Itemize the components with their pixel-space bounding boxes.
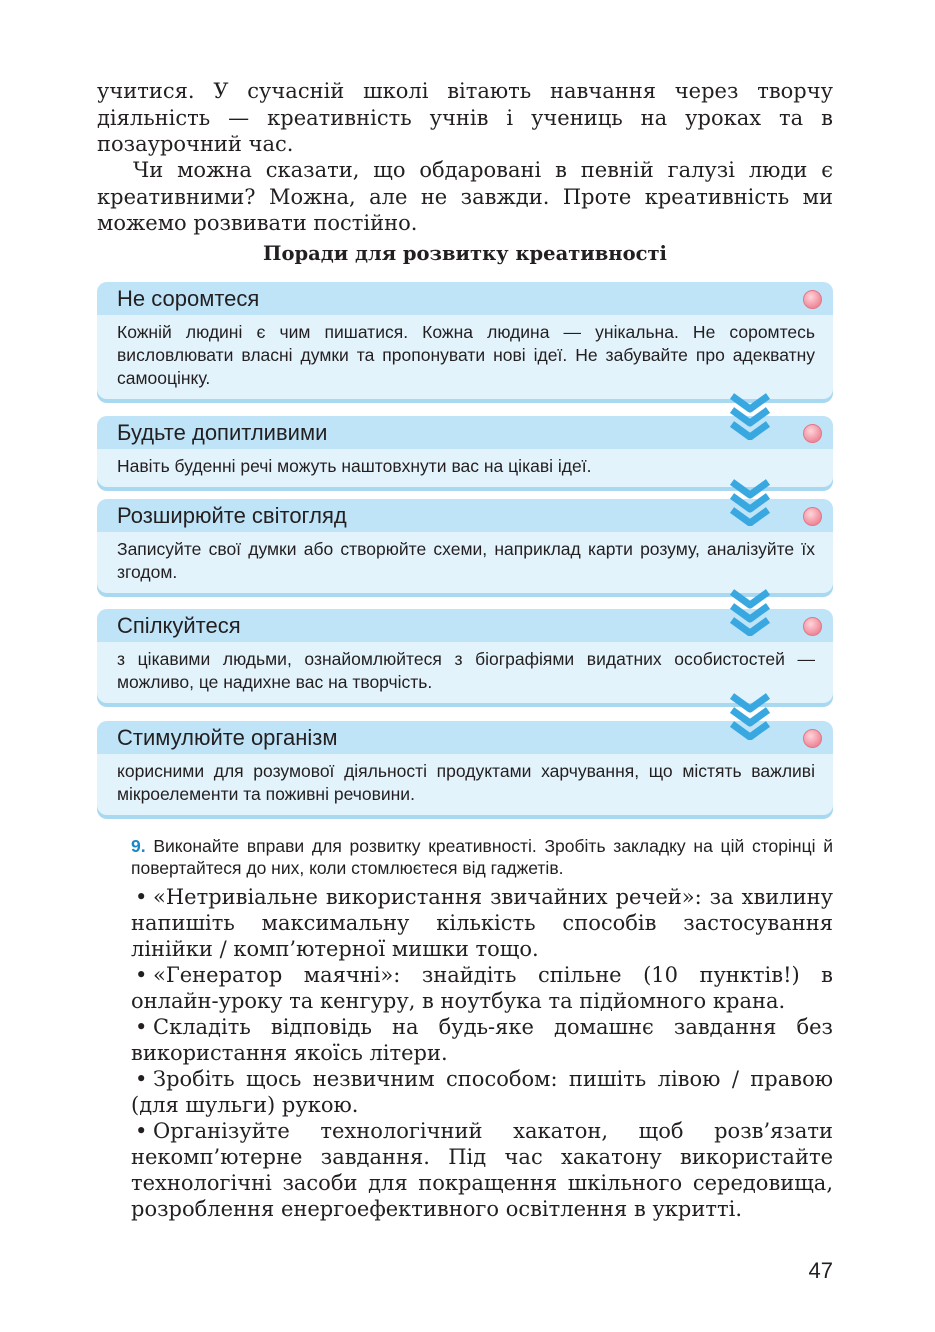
tip-card-text: Кожній людині є чим пишатися. Кожна людина — унікальна. Не соромтесь висловлювати власні думки та пропонувати нові ідеї. Не забувайте про адекватну самооцінку. <box>117 322 815 388</box>
tip-card-header <box>97 282 833 315</box>
tip-card-3 <box>97 499 833 593</box>
tip-card-header <box>97 609 833 642</box>
tip-card-title: Не соромтеся <box>117 286 260 311</box>
bullet-marker: • <box>135 963 148 987</box>
tip-card-title: Будьте допитливими <box>117 420 328 445</box>
list-item <box>131 962 833 1014</box>
tip-card-4 <box>97 609 833 703</box>
pink-dot-icon <box>803 507 822 526</box>
double-chevron-down-icon <box>726 476 774 526</box>
tip-card-1 <box>97 282 833 399</box>
tip-card-header <box>97 721 833 754</box>
tip-card-title: Розширюйте світогляд <box>117 503 347 528</box>
list-item-text: Зробіть щось незвичним способом: пишіть лівою / правою (для шульги) рукою. <box>131 1067 833 1117</box>
page-number: 47 <box>808 1258 833 1283</box>
pink-dot-icon <box>803 617 822 636</box>
tips-title: Поради для розвитку креативності <box>263 242 667 265</box>
list-item <box>131 1066 833 1118</box>
pink-dot-icon <box>803 729 822 748</box>
tip-card-header <box>97 499 833 532</box>
exercise-text: Виконайте вправи для розвитку креативності. Зробіть закладку на цій сторінці й повертайтеся до них, коли стомлюєтеся від гаджетів. <box>131 836 833 878</box>
list-item <box>131 884 833 962</box>
tip-card-title: Спілкуйтеся <box>117 613 241 638</box>
pink-dot-icon <box>803 424 822 443</box>
bullet-marker: • <box>135 1015 148 1039</box>
exercise-number: 9. <box>131 836 146 856</box>
tip-card-text: з цікавими людьми, ознайомлюйтеся з біографіями видатних особистостей — можливо, це надихне вас на творчість. <box>117 649 815 692</box>
intro-paragraph-2: Чи можна сказати, що обдаровані в певній галузі люди є креативними? Можна, але не завжди. Проте креативність ми можемо розвивати постійно. <box>97 158 833 235</box>
double-chevron-down-icon <box>726 690 774 740</box>
bullet-marker: • <box>135 885 148 909</box>
tip-card-title: Стимулюйте організм <box>117 725 338 750</box>
list-item <box>131 1014 833 1066</box>
tip-card-header <box>97 416 833 449</box>
double-chevron-down-icon <box>726 390 774 440</box>
tip-card-2 <box>97 416 833 487</box>
pink-dot-icon <box>803 290 822 309</box>
intro-paragraph: учитися. У сучасній школі вітають навчання через творчу діяльність — креативність учнів і учениць на уроках та в позаурочний час. <box>97 79 833 156</box>
tip-card-5 <box>97 721 833 815</box>
list-item-text: «Нетривіальне використання звичайних речей»: за хвилину напишіть максимальну кількість способів застосування лінійки / комп’ютерної мишки тощо. <box>131 885 833 961</box>
exercise-bullet-list <box>131 884 833 1222</box>
tip-card-text: Записуйте свої думки або створюйте схеми, наприклад карти розуму, аналізуйте їх згодом. <box>117 539 815 582</box>
exercise-9 <box>131 835 833 879</box>
list-item-text: «Генератор маячні»: знайдіть спільне (10 пунктів!) в онлайн-уроку та кенгуру, в ноутбука та підйомного крана. <box>131 963 833 1013</box>
double-chevron-down-icon <box>726 586 774 636</box>
bullet-marker: • <box>135 1067 148 1091</box>
list-item <box>131 1118 833 1222</box>
bullet-marker: • <box>135 1119 148 1143</box>
list-item-text: Організуйте технологічний хакатон, щоб розв’язати некомп’ютерне завдання. Під час хакатону використайте технологічні засоби для покращення шкільного середовища, розроблення енергоефективного освітлення в укритті. <box>131 1119 833 1221</box>
tip-card-text: корисними для розумової діяльності продуктами харчування, що містять важливі мікроелементи та поживні речовини. <box>117 761 815 804</box>
list-item-text: Складіть відповідь на будь-яке домашнє завдання без використання якоїсь літери. <box>131 1015 833 1065</box>
tip-card-text: Навіть буденні речі можуть наштовхнути вас на цікаві ідеї. <box>117 456 592 476</box>
